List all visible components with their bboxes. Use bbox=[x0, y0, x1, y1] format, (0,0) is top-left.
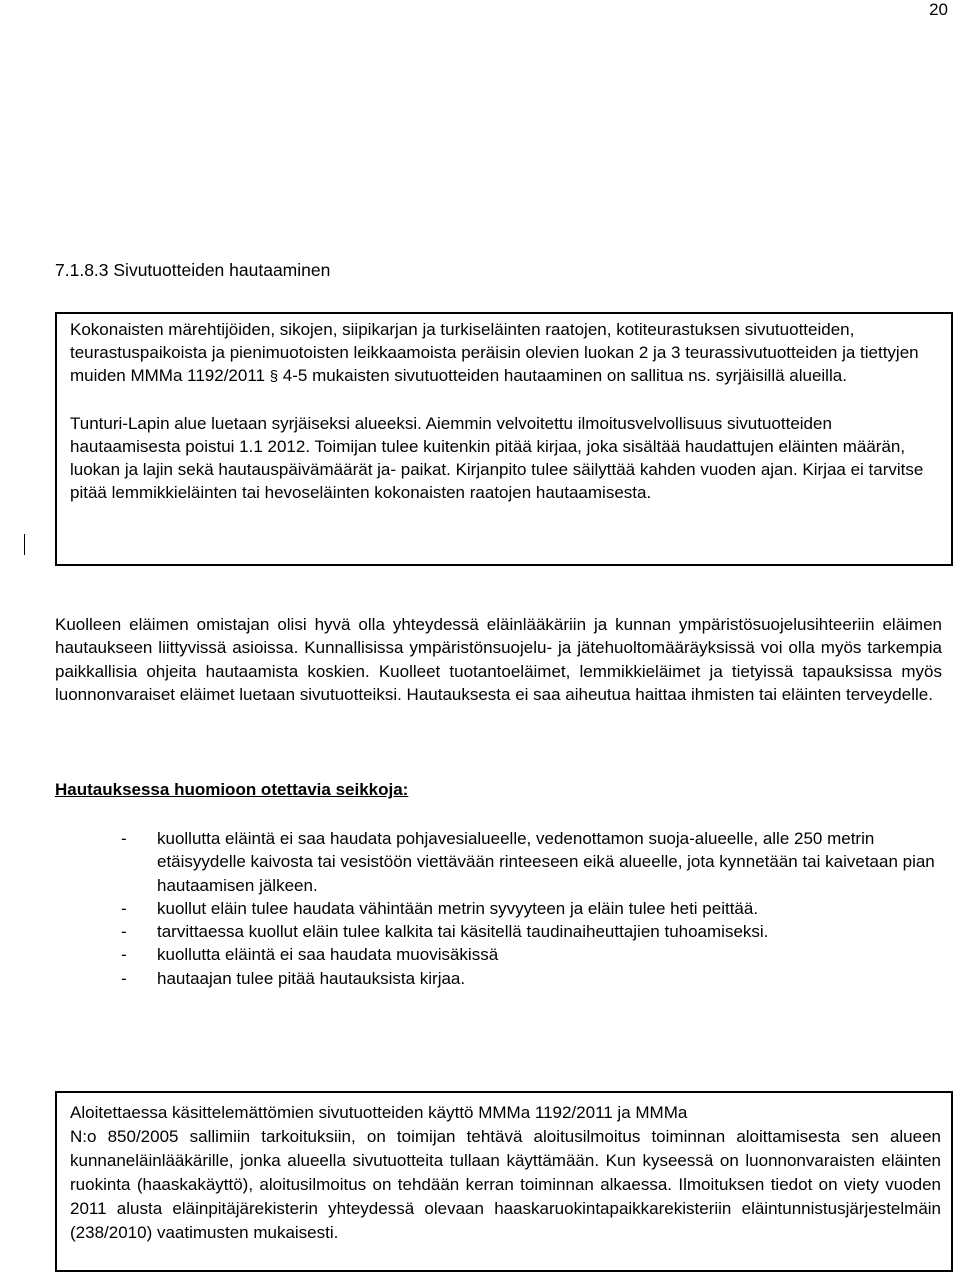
list-item bbox=[121, 920, 951, 943]
revision-change-bar bbox=[24, 534, 25, 555]
box-paragraph-first-line: Aloitettaessa käsittelemättömien sivutuotteiden käyttö MMMa 1192/2011 ja MMMa bbox=[70, 1103, 688, 1122]
bullet-dash: - bbox=[121, 898, 127, 918]
box-paragraph-notification-text: N:o 850/2005 sallimiin tarkoituksiin, on toimijan tehtävä aloitusilmoitus toiminnan aloittamisesta sen alueen kunnaneläinlääkärille, jonka alueella sivutuotteita tullaan käyttämään. Kun kyseessä on luonnonvaraisten eläinten ruokinta (haaskakäyttö), aloitusilmoitus on tehdään kerran toiminnan alkaessa. Ilmoituksen tiedot on viety vuoden 2011 alusta eläinpitäjärekisterin yhteydessä olevaan haaskaruokintapaikkarekisteriin eläintunnistusjärjestelmäin (238/2010) vaatimusten mukaisesti. bbox=[70, 1127, 941, 1242]
list-item-text: hautaajan tulee pitää hautauksista kirjaa. bbox=[157, 968, 466, 988]
considerations-heading: Hautauksessa huomioon otettavia seikkoja: bbox=[55, 780, 409, 799]
bullet-dash: - bbox=[121, 922, 127, 942]
info-box-start-notification bbox=[55, 1091, 953, 1272]
box-paragraph-text-start: Kokonaisten märehtijöiden, sikojen, siipikarjan ja turkiseläinten raatojen, kotiteurastuksen sivutuotteiden, teurastuspaikoista ja pienimuotoisten leikkaamoista peräisin olevien luokan 2 ja 3 teurassivutuotteiden ja tiettyjen muiden MMMa 1192/2011 bbox=[70, 320, 919, 386]
page-number: 20 bbox=[929, 0, 948, 19]
considerations-list bbox=[121, 827, 951, 990]
list-item-text: kuollutta eläintä ei saa haudata pohjavesialueelle, vedenottamon suoja-alueelle, alle 250 metrin etäisyydelle kaivosta tai vesistöön viettävään rinteeseen eikä alueelle, jota kynnetään tai kaivetaan pian hautaamisen jälkeen. bbox=[157, 829, 935, 895]
box-paragraph-text-end: 4-5 mukaisten sivutuotteiden hautaaminen on sallitua ns. syrjäisillä alueilla. bbox=[278, 366, 847, 386]
paragraph-gap bbox=[70, 389, 938, 412]
list-item bbox=[121, 967, 951, 990]
list-item bbox=[121, 943, 951, 966]
bullet-dash: - bbox=[121, 945, 127, 965]
box-paragraph-allowed-burial bbox=[70, 318, 938, 389]
list-item-text: kuollutta eläintä ei saa haudata muovisäkissä bbox=[157, 945, 499, 965]
list-item bbox=[121, 827, 951, 897]
list-item bbox=[121, 897, 951, 920]
list-item-text: tarvittaessa kuollut eläin tulee kalkita tai käsitellä taudinaiheuttajien tuhoamiseksi. bbox=[157, 922, 769, 942]
bullet-dash: - bbox=[121, 829, 127, 848]
section-heading: 7.1.8.3 Sivutuotteiden hautaaminen bbox=[55, 260, 331, 280]
bullet-dash: - bbox=[121, 968, 127, 988]
info-box-burial-rules bbox=[55, 312, 953, 566]
list-item-text: kuollut eläin tulee haudata vähintään metrin syvyyteen ja eläin tulee heti peittää. bbox=[157, 898, 759, 918]
box-paragraph-tunturi-lapland: Tunturi-Lapin alue luetaan syrjäiseksi alueeksi. Aiemmin velvoitettu ilmoitusvelvollisuus sivutuotteiden hautaamisesta poistui 1.1 2012. Toimijan tulee kuitenkin pitää kirjaa, joka sisältää haudattujen eläinten määrän, luokan ja lajin sekä hautauspäivämäärät ja- paikat. Kirjanpito tulee säilyttää kahden vuoden ajan. Kirjaa ei tarvitse pitää lemmikkieläinten tai hevoseläinten kokonaisten raatojen hautaamisesta. bbox=[70, 413, 924, 503]
section-symbol: § bbox=[269, 368, 279, 386]
body-paragraph-owner-contact: Kuolleen eläimen omistajan olisi hyvä olla yhteydessä eläinlääkäriin ja kunnan ympäristösuojelusihteeriin eläimen hautaukseen liittyvissä asioissa. Kunnallisissa ympäristönsuojelu- ja jätehuoltomääräyksissä voi olla myös tarkempia paikkallisia ohjeita hautaamista koskien. Kuolleet tuotantoeläimet, lemmikkieläimet ja tietyissä tapauksissa myös luonnonvaraiset eläimet luetaan sivutuotteiksi. Hautauksesta ei saa aiheutua haittaa ihmisten tai eläinten terveydelle. bbox=[55, 615, 942, 705]
